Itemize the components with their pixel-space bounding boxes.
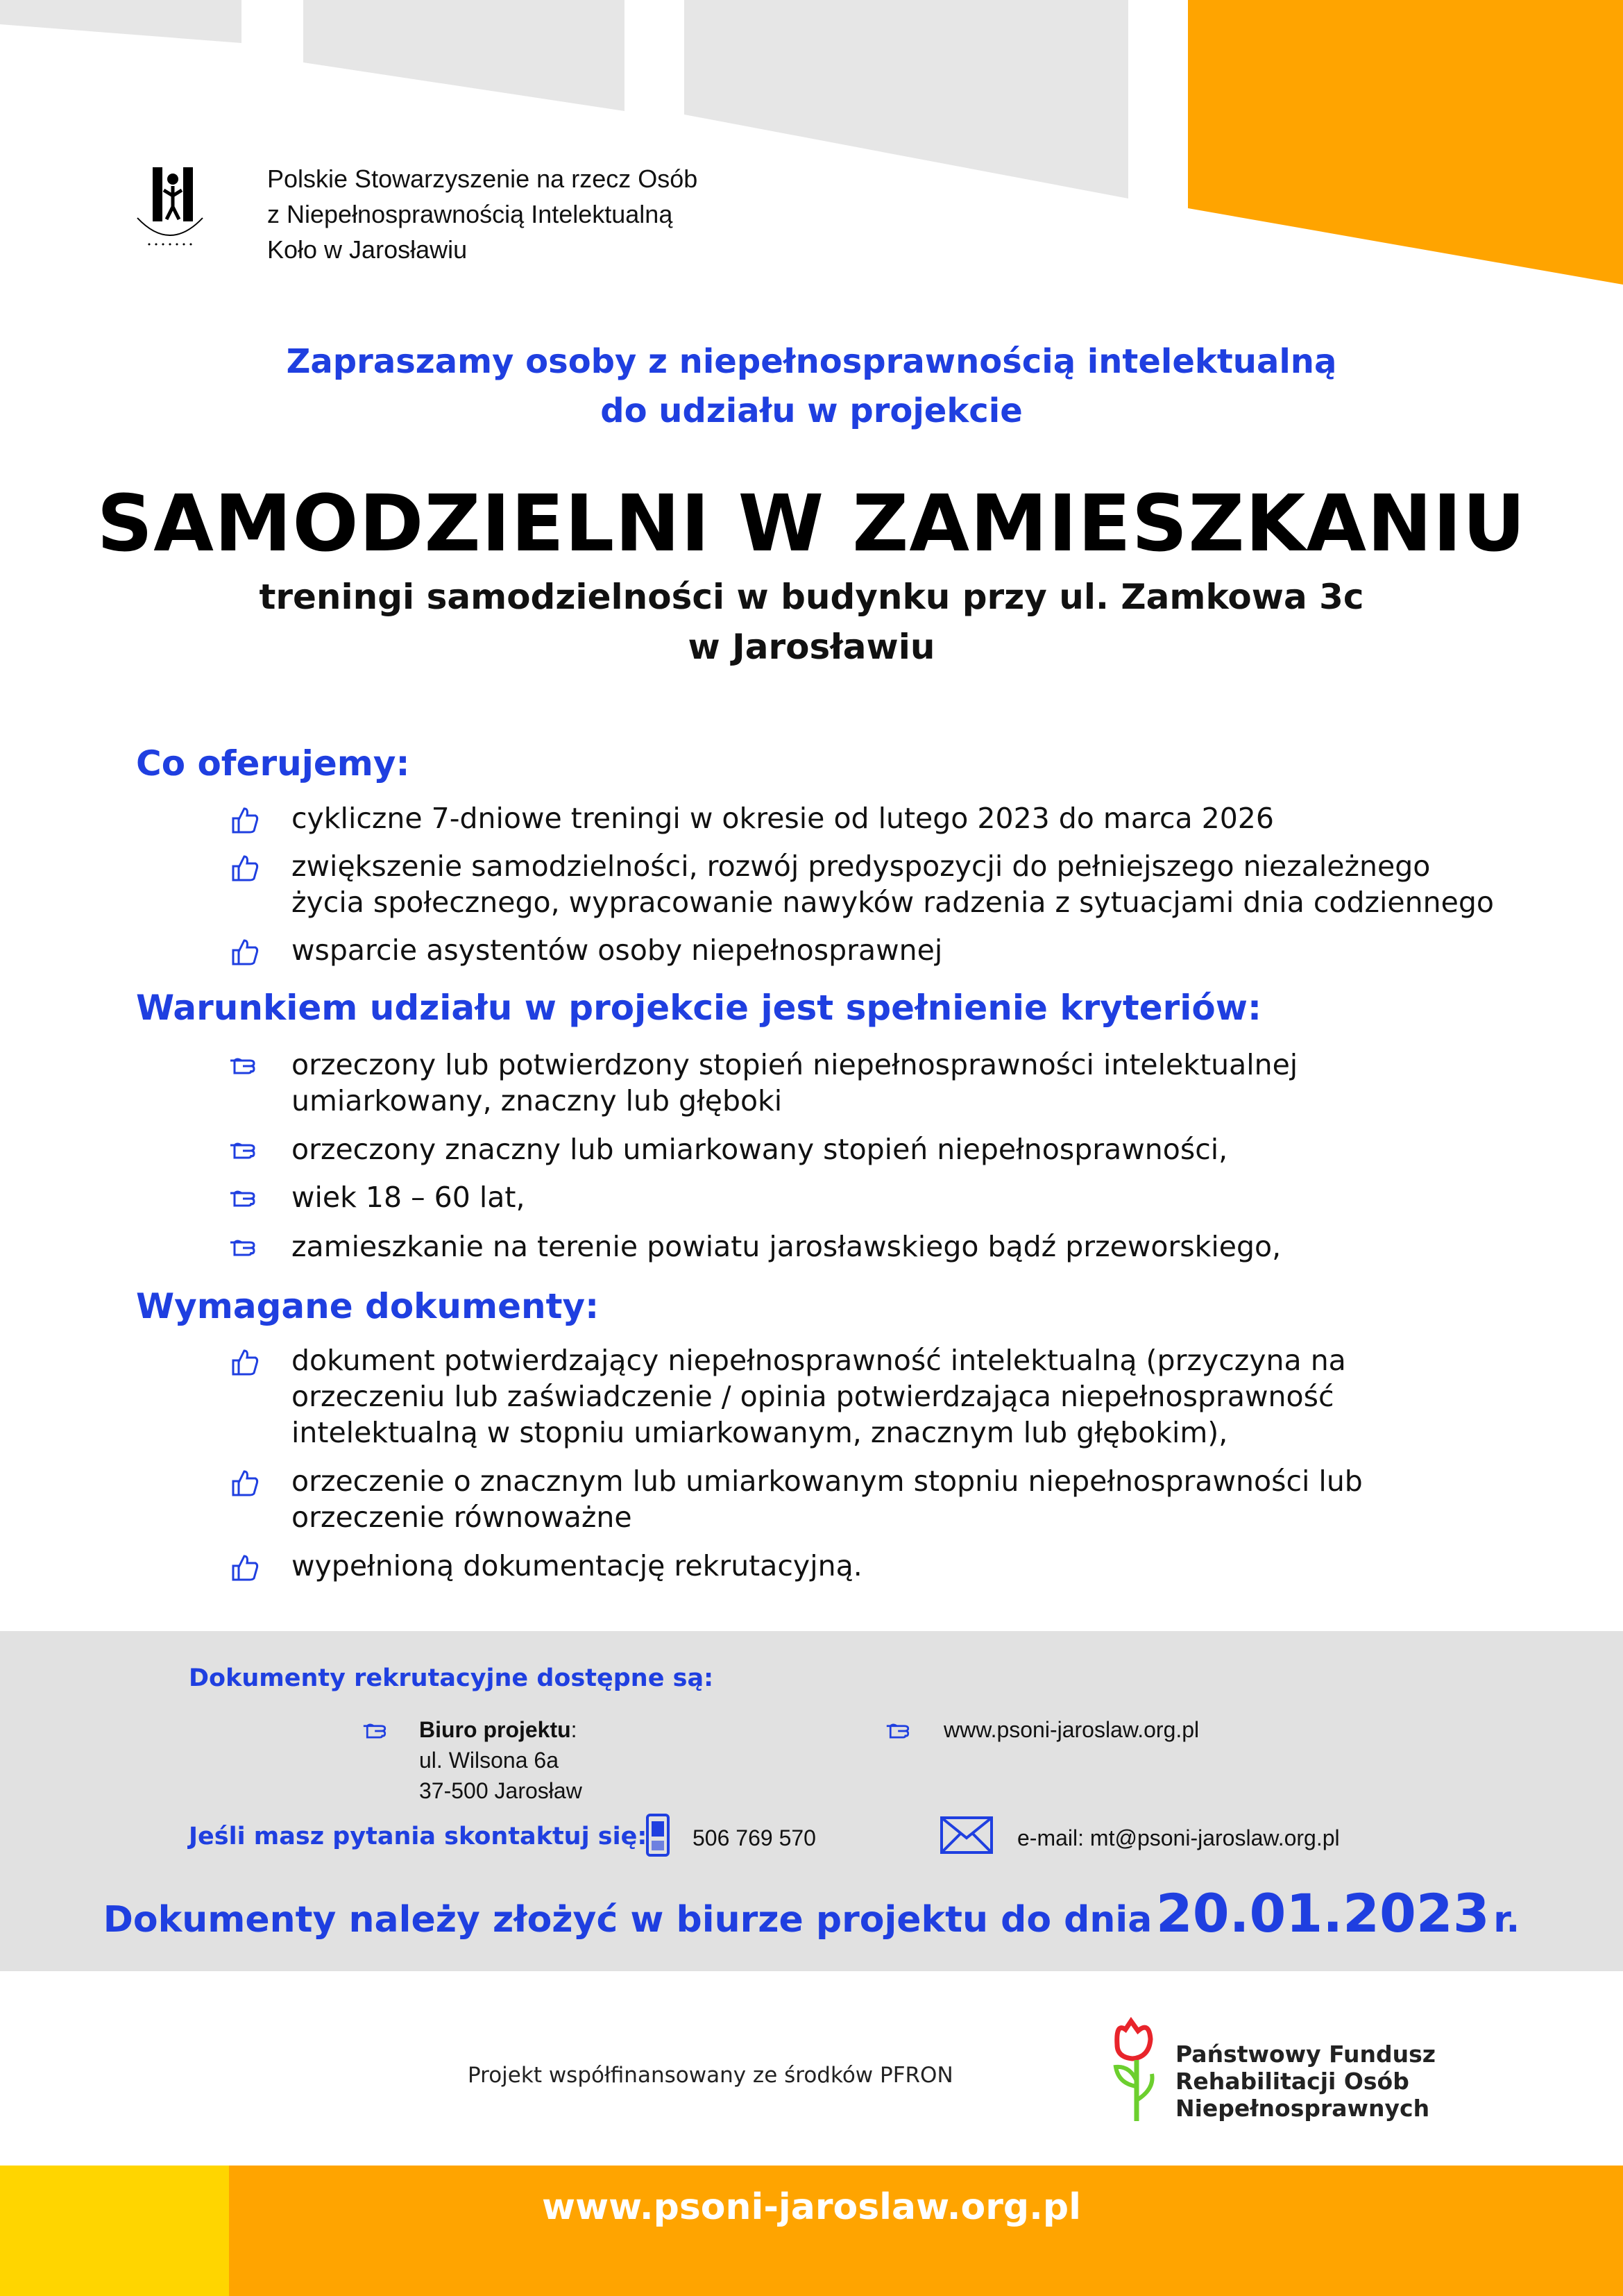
pfron-line: Rehabilitacji Osób xyxy=(1175,2068,1409,2095)
documents-item-line: dokument potwierdzający niepełnosprawność intelektualną (przyczyna na xyxy=(291,1344,1346,1377)
project-office xyxy=(419,1714,582,1806)
criteria-item xyxy=(229,1229,1540,1265)
org-line: Polskie Stowarzyszenie na rzecz Osób xyxy=(267,164,698,193)
criteria-heading: Warunkiem udziału w projekcie jest spełnienie kryteriów: xyxy=(136,988,1261,1028)
header-decoration xyxy=(0,0,1623,292)
documents-item xyxy=(229,1463,1540,1535)
footer-website-link[interactable]: www.psoni-jaroslaw.org.pl xyxy=(542,2186,1081,2228)
documents-item xyxy=(229,1342,1540,1451)
criteria-item-line: orzeczony lub potwierdzony stopień niepełnosprawności intelektualnej xyxy=(291,1048,1298,1081)
criteria-item-line: zamieszkanie na terenie powiatu jarosławskiego bądź przeworskiego, xyxy=(291,1230,1282,1263)
funding-note: Projekt współfinansowany ze środków PFRON xyxy=(468,2063,953,2088)
svg-text:• • • • • • •: • • • • • • • xyxy=(146,240,194,249)
pointing-hand-icon xyxy=(229,1183,260,1214)
pfron-name xyxy=(1175,2041,1436,2122)
documents-heading: Wymagane dokumenty: xyxy=(136,1286,600,1326)
thumbs-up-icon xyxy=(229,852,260,883)
criteria-item-line: wiek 18 – 60 lat, xyxy=(291,1181,525,1214)
offer-item-line: życia społecznego, wypracowanie nawyków radzenia z sytuacjami dnia codziennego xyxy=(291,886,1494,919)
offer-item-line: cykliczne 7-dniowe treningi w okresie od lutego 2023 do marca 2026 xyxy=(291,802,1274,835)
documents-item-line: orzeczenie równoważne xyxy=(291,1501,632,1534)
thumbs-up-icon xyxy=(229,804,260,835)
envelope-icon xyxy=(940,1816,994,1855)
offer-item xyxy=(229,800,1540,836)
subtitle-line: w Jarosławiu xyxy=(688,627,935,667)
email-address[interactable]: e-mail: mt@psoni-jaroslaw.org.pl xyxy=(1017,1825,1340,1850)
project-subtitle xyxy=(0,572,1623,672)
pointing-hand-icon xyxy=(229,1233,260,1263)
project-title: SAMODZIELNI W ZAMIESZKANIU xyxy=(96,479,1527,569)
documents-item-line: orzeczeniu lub zaświadczenie / opinia potwierdzająca niepełnosprawność xyxy=(291,1380,1334,1413)
deco-gray-shape-2 xyxy=(303,0,624,111)
deadline-text: Dokumenty należy złożyć w biurze projektu do dnia xyxy=(103,1899,1153,1941)
org-line: Koło w Jarosławiu xyxy=(267,235,468,264)
criteria-item-line: umiarkowany, znaczny lub głęboki xyxy=(291,1084,783,1117)
available-heading: Dokumenty rekrutacyjne dostępne są: xyxy=(189,1664,714,1692)
deco-gray-shape-1 xyxy=(0,0,241,43)
office-street: ul. Wilsona 6a xyxy=(419,1748,559,1773)
pointing-hand-icon xyxy=(229,1051,260,1081)
invitation-text xyxy=(0,337,1623,436)
organisation-name xyxy=(267,161,697,267)
pfron-line: Niepełnosprawnych xyxy=(1175,2095,1430,2122)
org-line: z Niepełnosprawnością Intelektualną xyxy=(267,200,673,228)
deco-orange-shape xyxy=(1188,0,1623,285)
documents-item xyxy=(229,1548,1540,1584)
phone-number[interactable]: 506 769 570 xyxy=(692,1825,816,1850)
offer-item xyxy=(229,848,1540,920)
deadline-suffix: r. xyxy=(1493,1899,1520,1941)
thumbs-up-icon xyxy=(229,936,260,967)
documents-item-line: orzeczenie o znacznym lub umiarkowanym stopniu niepełnosprawności lub xyxy=(291,1464,1363,1498)
thumbs-up-icon xyxy=(229,1347,260,1377)
office-city: 37-500 Jarosław xyxy=(419,1778,582,1803)
criteria-item xyxy=(229,1047,1540,1119)
deadline-date: 20.01.2023 xyxy=(1155,1882,1490,1944)
invitation-line: do udziału w projekcie xyxy=(600,391,1023,430)
pointing-hand-icon xyxy=(883,1717,916,1745)
criteria-item xyxy=(229,1179,1540,1215)
invitation-line: Zapraszamy osoby z niepełnosprawnością intelektualną xyxy=(286,342,1337,381)
criteria-item-line: orzeczony znaczny lub umiarkowany stopień niepełnosprawności, xyxy=(291,1133,1228,1166)
footer-yellow-block xyxy=(0,2166,229,2296)
questions-heading: Jeśli masz pytania skontaktuj się: xyxy=(189,1823,647,1850)
pointing-hand-icon xyxy=(359,1717,393,1745)
documents-item-line: wypełnioną dokumentację rekrutacyjną. xyxy=(291,1549,863,1582)
office-label-colon: : xyxy=(570,1717,577,1742)
offer-heading: Co oferujemy: xyxy=(136,743,410,784)
thumbs-up-icon xyxy=(229,1467,260,1498)
offer-item xyxy=(229,932,1540,968)
deadline xyxy=(0,1882,1623,1944)
criteria-item xyxy=(229,1131,1540,1167)
subtitle-line: treningi samodzielności w budynku przy ul. Zamkowa 3c xyxy=(259,577,1364,617)
offer-item-line: wsparcie asystentów osoby niepełnosprawnej xyxy=(291,934,943,967)
pfron-logo-icon xyxy=(1109,2017,1164,2128)
organisation-logo xyxy=(132,164,208,254)
mobile-phone-icon xyxy=(645,1813,670,1857)
thumbs-up-icon xyxy=(229,1552,260,1582)
deco-gray-shape-3 xyxy=(684,0,1128,199)
pointing-hand-icon xyxy=(229,1136,260,1166)
footer-bar xyxy=(0,2166,1623,2296)
offer-item-line: zwiększenie samodzielności, rozwój predyspozycji do pełniejszego niezależnego xyxy=(291,850,1431,883)
pfron-line: Państwowy Fundusz xyxy=(1175,2041,1436,2068)
website-link[interactable]: www.psoni-jaroslaw.org.pl xyxy=(944,1717,1200,1742)
documents-item-line: intelektualną w stopniu umiarkowanym, znacznym lub głębokim), xyxy=(291,1416,1228,1449)
office-label: Biuro projektu xyxy=(419,1717,571,1742)
